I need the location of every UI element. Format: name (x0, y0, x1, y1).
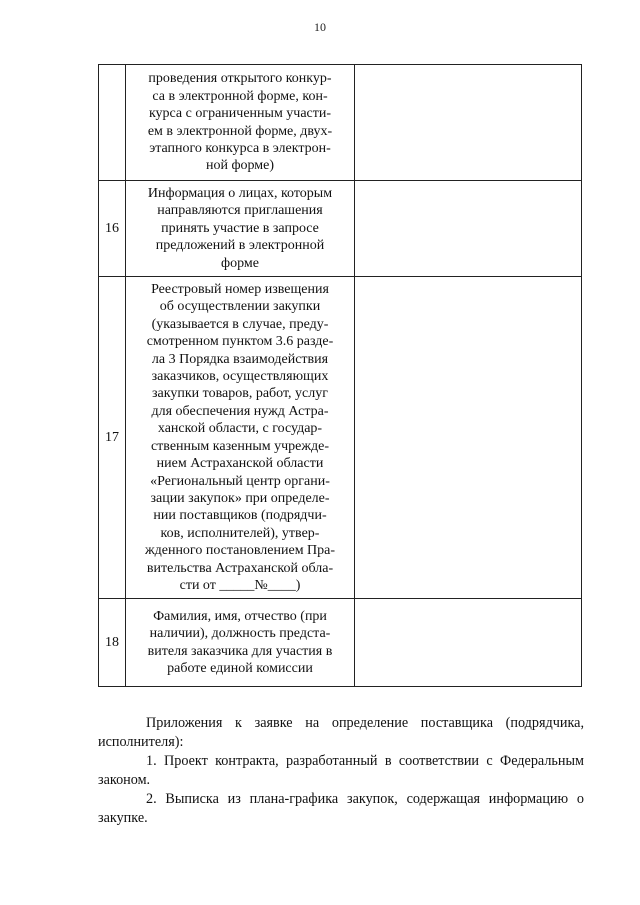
row-number-cell: 18 (99, 599, 126, 687)
row-description-cell (126, 599, 355, 687)
appendix-item-1: 1. Проект контракта, разработанный в соответствии с Федеральным законом. (98, 753, 584, 788)
row-description-cell (126, 277, 355, 599)
row-number-cell: 16 (99, 181, 126, 277)
table-row-continued (99, 65, 582, 181)
row-description-text: Реестровый номер извещения об осуществлении закупки (указывается в случае, преду- смотренном пунктом 3.6 разде- ла 3 Порядка взаимодействия заказчиков, осуществляющих закупки товаров, работ, услуг для обеспечения нужд Астра- ханской области, с государ- ственным казенным учрежде- нием Астраханской области «Региональный центр органи- зации закупок» при определе- нии поставщиков (подрядчи- ков, исполнителей), утвер- жденного постановлением Пра- вительства Астраханской обла- сти от _____№____) (144, 282, 336, 593)
row-value-cell[interactable] (355, 599, 582, 687)
row-value-cell[interactable] (355, 277, 582, 599)
row-number-cell (99, 65, 126, 181)
row-description-text: Фамилия, имя, отчество (при наличии), должность предста- вителя заказчика для участия в работе единой комиссии (147, 609, 333, 677)
application-form-table (98, 64, 582, 687)
row-description-text: проведения открытого конкур- са в электронной форме, кон- курса с ограниченным участи- ем в электронной форме, двух- этапного конкурса в электрон- ной форме) (147, 71, 333, 174)
row-description-cell (126, 181, 355, 277)
appendix-item-2: 2. Выписка из плана-графика закупок, содержащая информацию о закупке. (98, 791, 584, 826)
row-value-cell[interactable] (355, 181, 582, 277)
table-row-16 (99, 181, 582, 277)
appendix-intro: Приложения к заявке на определение поставщика (подрядчика, исполнителя): (98, 715, 584, 750)
table-row-17 (99, 277, 582, 599)
row-number-cell: 17 (99, 277, 126, 599)
page-number: 10 (314, 20, 326, 34)
row-description-cell (126, 65, 355, 181)
appendix-section (98, 714, 584, 828)
table-row-18 (99, 599, 582, 687)
row-value-cell[interactable] (355, 65, 582, 181)
row-description-text: Информация о лицах, которым направляются приглашения принять участие в запросе предложений в электронной форме (147, 186, 333, 271)
